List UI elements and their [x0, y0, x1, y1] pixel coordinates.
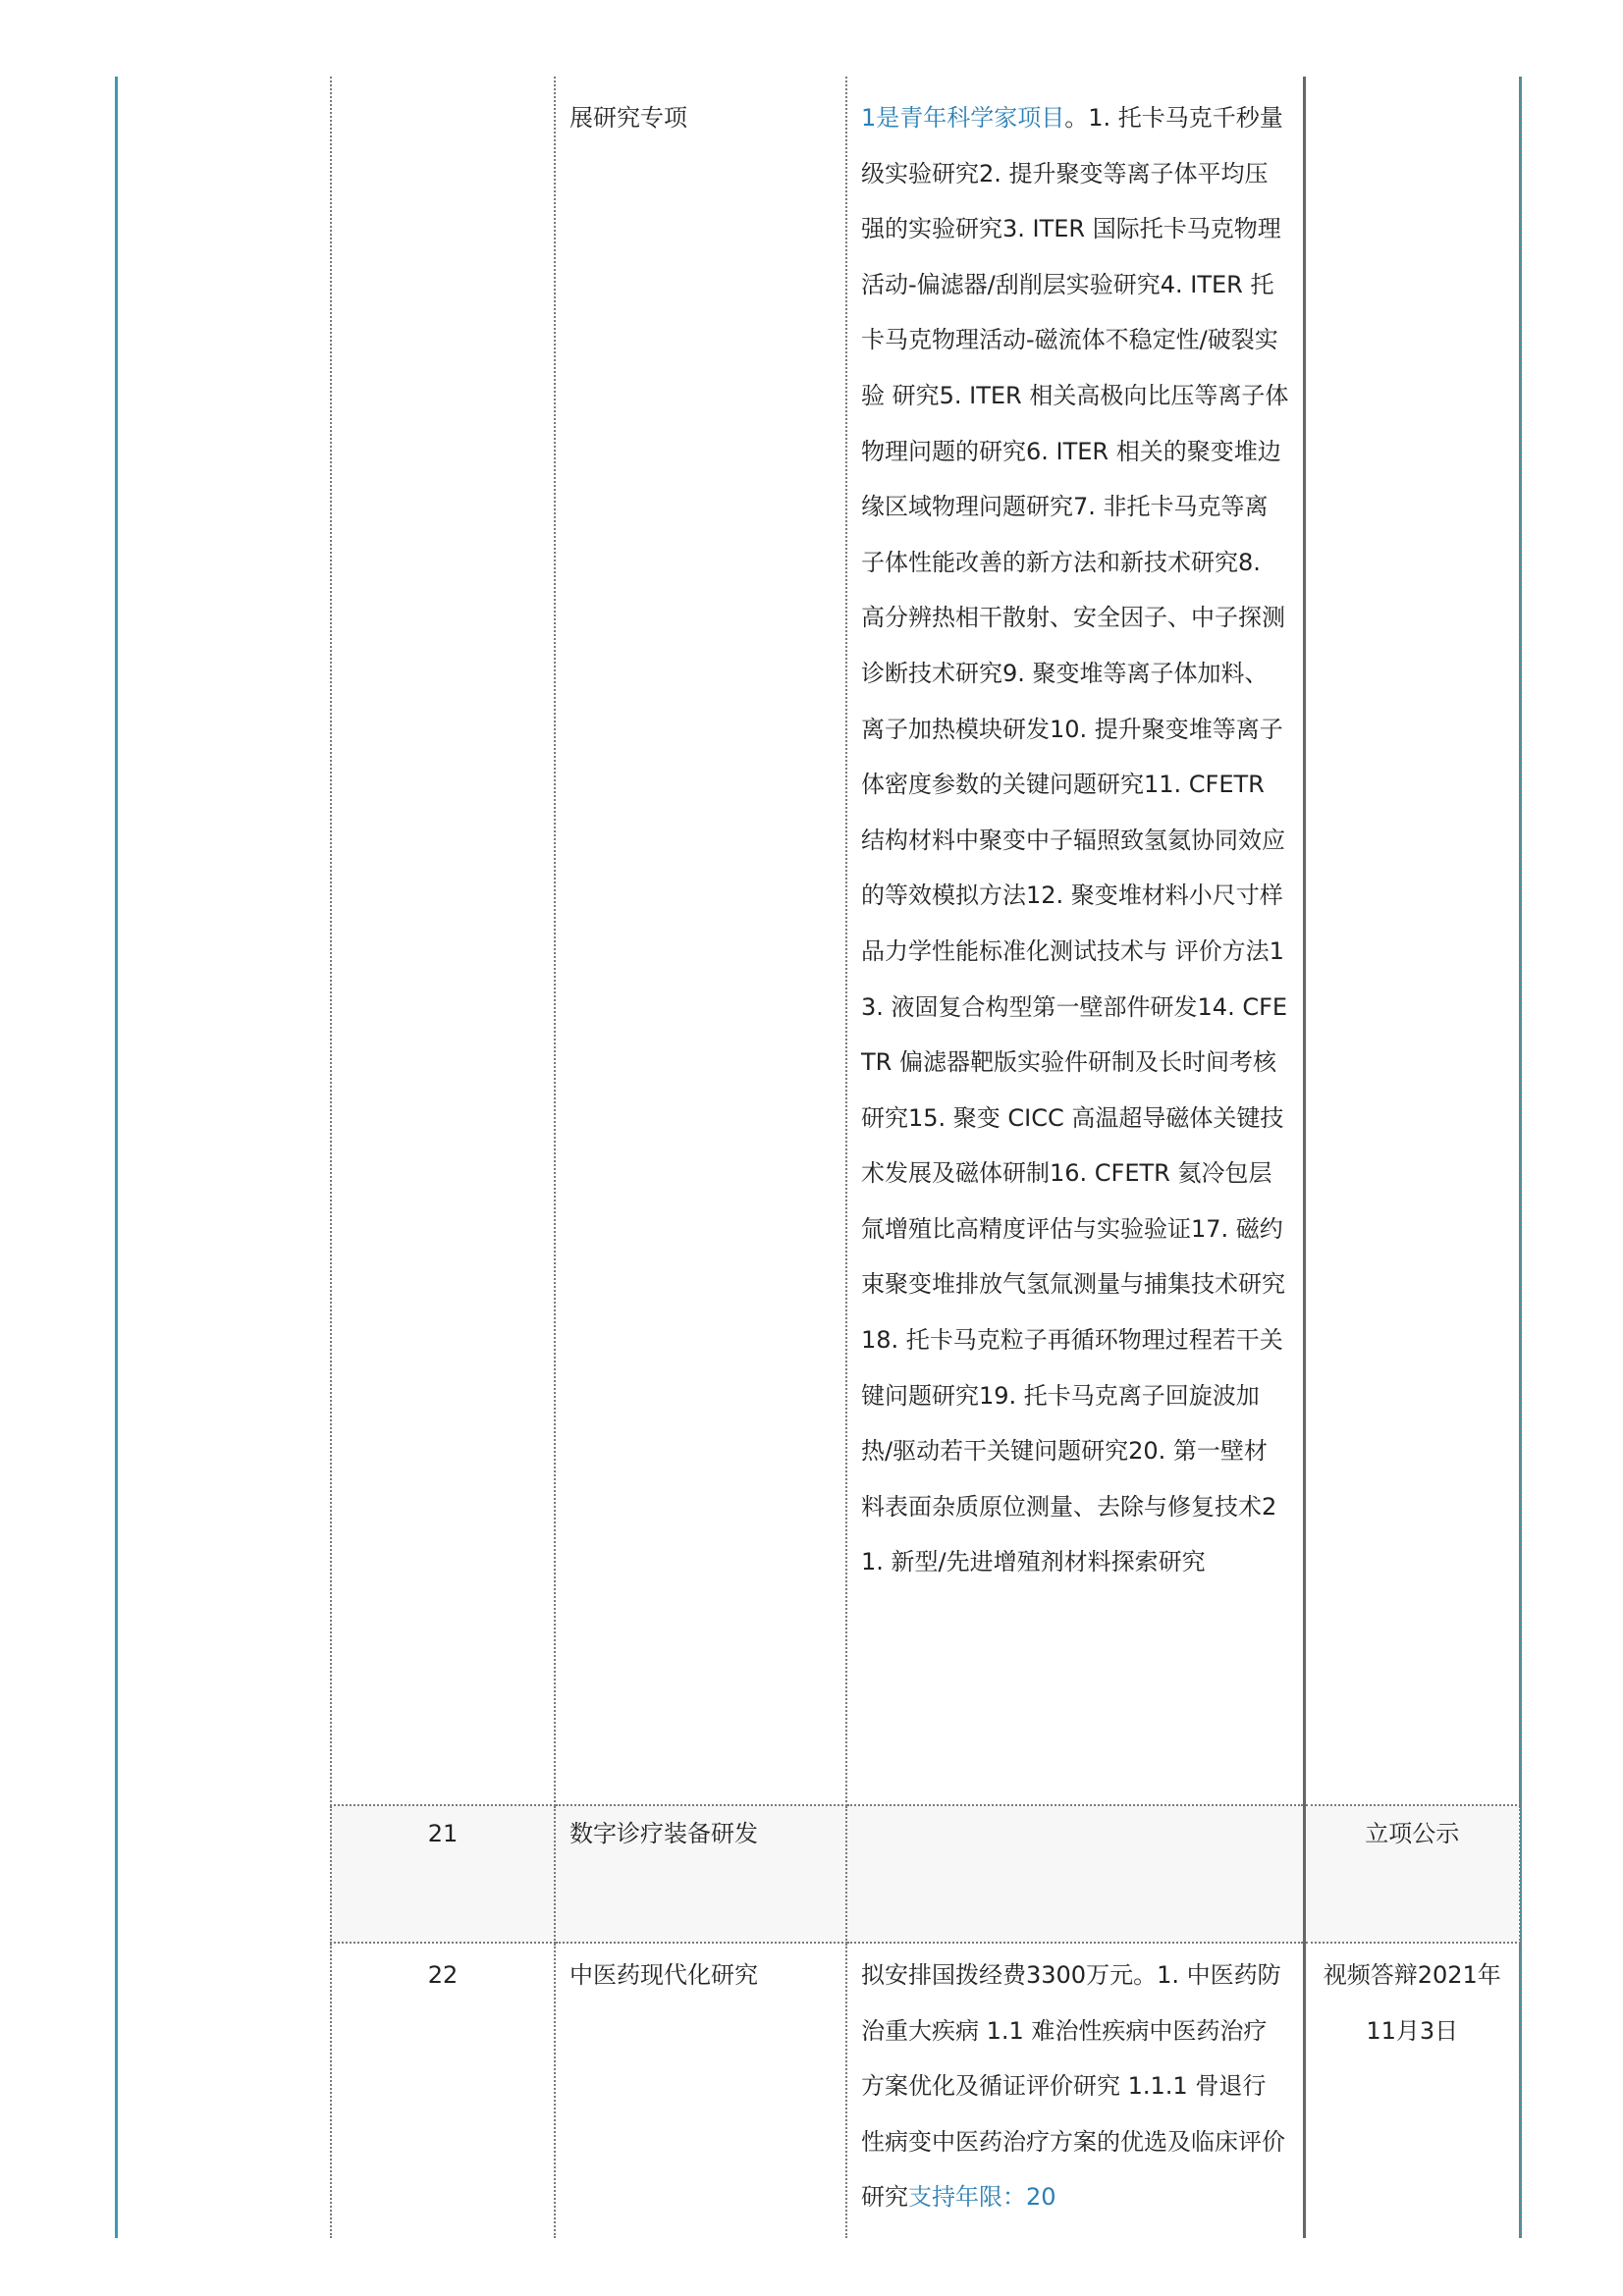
left-margin-rule [115, 77, 118, 2238]
project-table [330, 77, 1521, 2238]
project-name: 展研究专项 [569, 104, 687, 132]
project-name: 中医药现代化研究 [569, 1961, 758, 1989]
project-content: 拟安排国拨经费3300万元。1. 中医药防治重大疾病 1.1 难治性疾病中医药治疗方案优化及循证评价研究 1.1.1 骨退行性病变中医药治疗方案的优选及临床评价研究支持年限：20 [861, 1961, 1285, 2212]
content-cell [846, 77, 1304, 1805]
number-cell [331, 1805, 555, 1943]
number-cell [331, 77, 555, 1805]
project-name: 数字诊疗装备研发 [569, 1820, 758, 1847]
project-name-cell [555, 1805, 846, 1943]
status-text: 立项公示 [1365, 1820, 1460, 1847]
table-row [331, 1943, 1520, 2238]
row-number: 21 [427, 1820, 459, 1847]
content-cell [846, 1943, 1304, 2238]
row-number: 22 [427, 1961, 459, 1989]
support-years-link[interactable]: 支持年限：20 [908, 2183, 1056, 2212]
number-cell [331, 1943, 555, 2238]
status-cell [1304, 1805, 1520, 1943]
status-text: 视频答辩2021年11月3日 [1323, 1961, 1501, 2045]
project-name-cell [555, 77, 846, 1805]
status-cell [1304, 77, 1520, 1805]
table-row [331, 1805, 1520, 1943]
table-row [331, 77, 1520, 1805]
content-cell [846, 1805, 1304, 1943]
project-content: 1是青年科学家项目。1. 托卡马克千秒量级实验研究2. 提升聚变等离子体平均压强的实验研究3. ITER 国际托卡马克物理活动-偏滤器/刮削层实验研究4. ITER 托卡马克物理活动-磁流体不稳定性/破裂实验 研究5. ITER 相关高极向比压等离子体物理问题的研究6. ITER 相关的聚变堆边缘区域物理问题研究7. 非托卡马克等离子体性能改善的新方法和新技术研究8. 高分辨热相干散射、安全因子、中子探测诊断技术研究9. 聚变堆等离子体加料、离子加热模块研发10. 提升聚变堆等离子体密度参数的关键问题研究11. CFETR 结构材料中聚变中子辐照致氢氦协同效应 的等效模拟方法12. 聚变堆材料小尺寸样品力学性能标准化测试技术与 评价方法13. 液固复合构型第一壁部件研发14. CFETR 偏滤器靶版实验件研制及长时间考核研究15. 聚变 CICC 高温超导磁体关键技术发展及磁体研制16. CFETR 氦冷包层氚增殖比高精度评估与实验验证17. 磁约束聚变堆排放气氢氚测量与捕集技术研究18. 托卡马克粒子再循环物理过程若干关键问题研究19. 托卡马克离子回旋波加热/驱动若干关键问题研究20. 第一壁材料表面杂质原位测量、去除与修复技术21. 新型/先进增殖剂材料探索研究 [861, 104, 1289, 1576]
status-cell [1304, 1943, 1520, 2238]
young-scientist-link[interactable]: 1是青年科学家项目 [861, 104, 1065, 132]
project-name-cell [555, 1943, 846, 2238]
